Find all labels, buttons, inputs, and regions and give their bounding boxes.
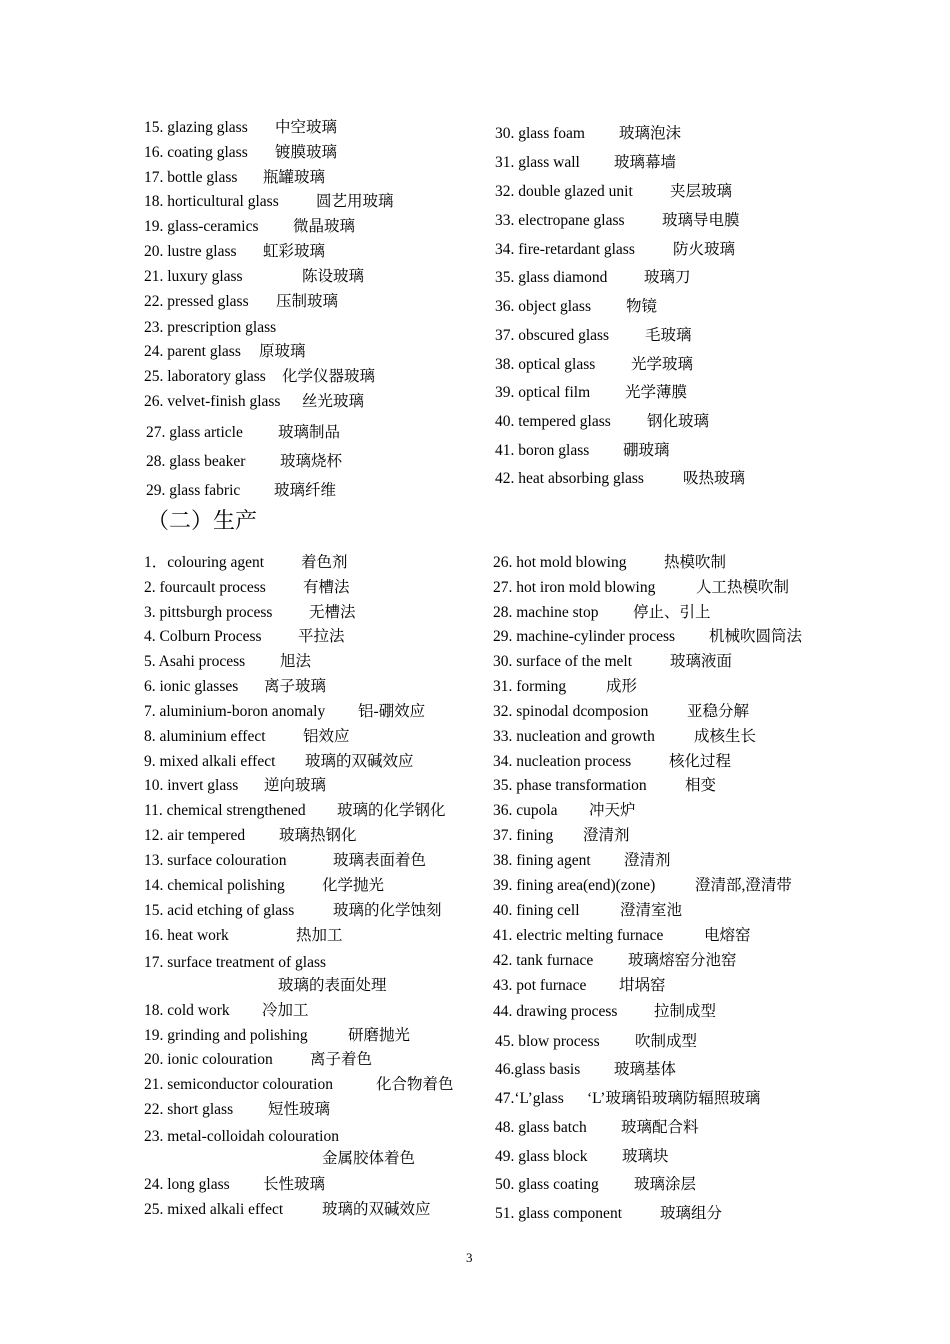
term-english: 34. nucleation process (493, 753, 632, 770)
term-chinese: 玻璃的双碱效应 (322, 1201, 431, 1218)
term-chinese: 短性玻璃 (268, 1101, 331, 1118)
term-entry (144, 652, 312, 672)
term-chinese: 玻璃涂层 (634, 1176, 697, 1193)
term-entry (493, 627, 803, 647)
term-entry (495, 153, 677, 173)
term-chinese: 电熔窑 (704, 927, 751, 944)
term-chinese: 亚稳分解 (687, 703, 750, 720)
term-english: 6. ionic glasses (144, 678, 239, 695)
term-english: 35. phase transformation (493, 777, 647, 794)
term-chinese: 冲天炉 (589, 802, 636, 819)
term-chinese: 成核生长 (694, 728, 757, 745)
term-english: 19. grinding and polishing (144, 1027, 308, 1044)
term-chinese: 玻璃烧杯 (280, 453, 343, 470)
term-english: 42. heat absorbing glass (495, 470, 644, 487)
term-chinese: 玻璃基体 (614, 1061, 677, 1078)
term-english: 40. fining cell (493, 902, 580, 919)
term-english: 33. nucleation and growth (493, 728, 655, 745)
term-entry (144, 192, 394, 212)
term-entry (144, 776, 327, 796)
term-chinese: 玻璃导电膜 (662, 212, 740, 229)
term-entry (144, 217, 356, 237)
term-english: 38. fining agent (493, 852, 591, 869)
term-english: 15. acid etching of glass (144, 902, 295, 919)
term-chinese: 光学薄膜 (625, 384, 688, 401)
term-english: 17. bottle glass (144, 169, 238, 186)
term-chinese: 吹制成型 (635, 1033, 698, 1050)
term-chinese: 着色剂 (301, 554, 348, 571)
term-chinese: 澄清剂 (624, 852, 671, 869)
term-chinese: 停止、引上 (633, 604, 711, 621)
term-english: 8. aluminium effect (144, 728, 266, 745)
term-entry (495, 297, 658, 317)
term-entry (495, 1089, 761, 1109)
term-entry (495, 1060, 677, 1080)
term-entry (146, 452, 343, 472)
term-chinese-continued: 金属胶体着色 (322, 1150, 416, 1167)
term-entry (144, 367, 376, 387)
term-english: 51. glass component (495, 1205, 622, 1222)
term-english: 16. heat work (144, 927, 229, 944)
term-english: 11. chemical strengthened (144, 802, 306, 819)
term-english: 10. invert glass (144, 777, 239, 794)
term-chinese: 澄清剂 (583, 827, 630, 844)
term-english: 1．colouring agent (144, 554, 265, 571)
term-entry (144, 627, 345, 647)
term-entry (495, 1175, 697, 1195)
term-entry (144, 118, 338, 138)
term-entry (144, 1050, 373, 1070)
term-entry (144, 851, 427, 871)
term-english: 44. drawing process (493, 1003, 618, 1020)
term-entry (495, 1118, 699, 1138)
term-english: 36. cupola (493, 802, 558, 819)
term-chinese: 玻璃的化学蚀刻 (333, 902, 442, 919)
term-entry (493, 1002, 717, 1022)
term-entry (144, 677, 327, 697)
term-english: 7. aluminium-boron anomaly (144, 703, 326, 720)
term-english: 30. glass foam (495, 125, 585, 142)
term-entry (144, 342, 306, 362)
term-chinese: 核化过程 (669, 753, 732, 770)
term-chinese: 有槽法 (303, 579, 350, 596)
term-chinese: 钢化玻璃 (647, 413, 710, 430)
term-entry (493, 826, 630, 846)
term-english: 30. surface of the melt (493, 653, 633, 670)
term-english: 25. mixed alkali effect (144, 1201, 284, 1218)
term-chinese: 坩埚窑 (619, 977, 666, 994)
term-chinese: 相变 (685, 777, 717, 794)
term-entry (144, 1001, 309, 1021)
term-chinese: 玻璃液面 (670, 653, 733, 670)
term-english: 27. hot iron mold blowing (493, 579, 656, 596)
term-chinese: 长性玻璃 (263, 1176, 326, 1193)
term-english: 31. forming (493, 678, 567, 695)
term-chinese: 玻璃泡沫 (619, 125, 682, 142)
term-english: 38. optical glass (495, 356, 596, 373)
term-english: 42. tank furnace (493, 952, 594, 969)
term-chinese: 玻璃表面着色 (333, 852, 427, 869)
term-entry (144, 1127, 339, 1147)
term-entry (495, 1032, 698, 1052)
term-entry (493, 652, 733, 672)
term-entry (144, 292, 339, 312)
term-entry (495, 1204, 723, 1224)
term-entry (495, 182, 733, 202)
term-entry (144, 553, 348, 573)
term-english: 18. horticultural glass (144, 193, 279, 210)
term-english: 47.‘L’glass (495, 1090, 564, 1107)
term-entry (144, 702, 426, 722)
term-entry (493, 603, 711, 623)
term-chinese: 毛玻璃 (645, 327, 692, 344)
term-english: 21. luxury glass (144, 268, 243, 285)
term-english: 2. fourcault process (144, 579, 266, 596)
term-english: 49. glass block (495, 1148, 588, 1165)
term-english: 4. Colburn Process (144, 628, 262, 645)
term-english: 25. laboratory glass (144, 368, 266, 385)
term-chinese: 物镜 (626, 298, 658, 315)
term-english: 37. obscured glass (495, 327, 610, 344)
term-entry (144, 926, 343, 946)
term-english: 50. glass coating (495, 1176, 599, 1193)
term-entry (144, 242, 326, 262)
term-chinese: 澄清室池 (620, 902, 683, 919)
term-entry (495, 1147, 669, 1167)
term-chinese: 玻璃块 (622, 1148, 669, 1165)
term-english: 43. pot furnace (493, 977, 587, 994)
term-entry (144, 168, 326, 188)
term-chinese: 热加工 (296, 927, 343, 944)
section-heading: （二）生产 (147, 508, 258, 533)
term-entry (495, 240, 736, 260)
term-english: 45. blow process (495, 1033, 600, 1050)
term-english: 33. electropane glass (495, 212, 625, 229)
term-chinese: 玻璃的化学钢化 (337, 802, 446, 819)
term-english: 28. glass beaker (146, 453, 246, 470)
term-chinese: 玻璃配合料 (621, 1119, 699, 1136)
term-chinese: 玻璃刀 (644, 269, 691, 286)
term-chinese: 成形 (606, 678, 638, 695)
term-chinese: 圆艺用玻璃 (316, 193, 394, 210)
term-entry (493, 553, 727, 573)
term-entry (495, 355, 694, 375)
term-english: 9. mixed alkali effect (144, 753, 276, 770)
term-entry (495, 124, 682, 144)
term-chinese: 玻璃热钢化 (279, 827, 357, 844)
term-entry (493, 727, 757, 747)
term-english: 14. chemical polishing (144, 877, 285, 894)
term-english: 32. spinodal dcomposion (493, 703, 649, 720)
term-chinese: 吸热玻璃 (683, 470, 746, 487)
term-chinese: 旭法 (280, 653, 312, 670)
term-entry (144, 267, 365, 287)
term-chinese: 防火玻璃 (673, 241, 736, 258)
term-entry (144, 1175, 326, 1195)
term-english: 3. pittsburgh process (144, 604, 273, 621)
term-entry (144, 953, 326, 973)
term-chinese: 虹彩玻璃 (263, 243, 326, 260)
term-entry (144, 801, 446, 821)
term-chinese: 瓶罐玻璃 (263, 169, 326, 186)
term-chinese: 铝-硼效应 (358, 703, 426, 720)
term-entry (493, 702, 750, 722)
term-english: 15. glazing glass (144, 119, 248, 136)
term-english: 46.glass basis (495, 1061, 581, 1078)
term-chinese: 化合物着色 (376, 1076, 454, 1093)
term-english: 26. hot mold blowing (493, 554, 627, 571)
term-chinese: 硼玻璃 (623, 442, 670, 459)
term-entry (144, 392, 365, 412)
term-entry (144, 727, 350, 747)
term-entry (493, 677, 638, 697)
term-entry (144, 876, 385, 896)
term-chinese: 玻璃幕墙 (614, 154, 677, 171)
term-english: 29. machine-cylinder process (493, 628, 676, 645)
page-number: 3 (466, 1250, 473, 1265)
term-entry (144, 1200, 431, 1220)
term-english: 31. glass wall (495, 154, 580, 171)
term-english: 40. tempered glass (495, 413, 611, 430)
term-chinese: 夹层玻璃 (670, 183, 733, 200)
term-chinese: 铝效应 (303, 728, 350, 745)
term-entry (495, 383, 688, 403)
term-english: 39. optical film (495, 384, 591, 401)
term-chinese: 压制玻璃 (276, 293, 339, 310)
term-english: 26. velvet-finish glass (144, 393, 281, 410)
term-entry (493, 901, 683, 921)
term-entry (493, 801, 636, 821)
term-entry (144, 901, 442, 921)
term-english: 41. electric melting furnace (493, 927, 664, 944)
term-chinese: 微晶玻璃 (293, 218, 356, 235)
term-entry (493, 752, 732, 772)
term-chinese: 澄清部,澄清带 (695, 877, 792, 894)
term-chinese: 离子玻璃 (264, 678, 327, 695)
term-english: 17. surface treatment of glass (144, 954, 327, 971)
term-entry (146, 423, 341, 443)
term-chinese: 玻璃制品 (278, 424, 341, 441)
term-english: 37. fining (493, 827, 554, 844)
term-entry (144, 1075, 454, 1095)
term-english: 32. double glazed unit (495, 183, 633, 200)
term-entry (493, 926, 751, 946)
term-english: 12. air tempered (144, 827, 246, 844)
term-chinese: 中空玻璃 (275, 119, 338, 136)
term-chinese: ‘L’玻璃铅玻璃防辐照玻璃 (587, 1090, 761, 1107)
term-english: 22. pressed glass (144, 293, 249, 310)
term-english: 24. parent glass (144, 343, 241, 360)
term-entry (493, 976, 666, 996)
term-english: 28. machine stop (493, 604, 599, 621)
term-entry (493, 578, 790, 598)
term-chinese: 研磨抛光 (348, 1027, 411, 1044)
term-english: 23. prescription glass (144, 319, 277, 336)
term-chinese: 机械吹圆筒法 (709, 628, 803, 645)
term-chinese: 无槽法 (309, 604, 356, 621)
term-english: 36. object glass (495, 298, 591, 315)
term-english: 27. glass article (146, 424, 243, 441)
term-chinese: 逆向玻璃 (264, 777, 327, 794)
term-english: 41. boron glass (495, 442, 590, 459)
term-english: 5. Asahi process (144, 653, 246, 670)
term-entry (493, 851, 671, 871)
term-chinese-continued: 玻璃的表面处理 (278, 977, 387, 994)
term-chinese: 化学抛光 (322, 877, 385, 894)
term-english: 24. long glass (144, 1176, 230, 1193)
term-entry (495, 412, 710, 432)
term-chinese: 玻璃的双碱效应 (305, 753, 414, 770)
term-english: 18. cold work (144, 1002, 230, 1019)
term-chinese: 人工热模吹制 (696, 579, 790, 596)
term-entry (495, 469, 746, 489)
term-english: 13. surface colouration (144, 852, 287, 869)
term-english: 23. metal-colloidah colouration (144, 1128, 339, 1145)
term-entry (144, 1100, 331, 1120)
term-entry (495, 211, 740, 231)
term-entry (495, 268, 691, 288)
term-chinese: 玻璃纤维 (274, 482, 337, 499)
term-chinese: 热模吹制 (664, 554, 727, 571)
term-chinese: 镀膜玻璃 (275, 144, 338, 161)
term-entry (493, 876, 792, 896)
term-chinese: 冷加工 (262, 1002, 309, 1019)
term-chinese: 化学仪器玻璃 (282, 368, 376, 385)
term-english: 22. short glass (144, 1101, 234, 1118)
term-entry (144, 143, 338, 163)
term-english: 20. lustre glass (144, 243, 237, 260)
term-entry (144, 603, 356, 623)
term-chinese: 离子着色 (310, 1051, 373, 1068)
term-chinese: 丝光玻璃 (302, 393, 365, 410)
term-entry (144, 318, 276, 338)
term-entry (495, 326, 692, 346)
term-entry (144, 752, 414, 772)
term-entry (493, 951, 737, 971)
term-entry (495, 441, 670, 461)
term-english: 19. glass-ceramics (144, 218, 259, 235)
term-english: 34. fire-retardant glass (495, 241, 635, 258)
term-english: 20. ionic colouration (144, 1051, 273, 1068)
term-chinese: 光学玻璃 (631, 356, 694, 373)
term-english: 16. coating glass (144, 144, 248, 161)
term-entry (144, 826, 357, 846)
term-english: 35. glass diamond (495, 269, 608, 286)
term-chinese: 陈设玻璃 (302, 268, 365, 285)
term-chinese: 玻璃熔窑分池窑 (628, 952, 737, 969)
term-chinese: 玻璃组分 (660, 1205, 723, 1222)
term-chinese: 原玻璃 (259, 343, 306, 360)
term-chinese: 拉制成型 (654, 1003, 717, 1020)
term-english: 48. glass batch (495, 1119, 587, 1136)
term-entry (144, 1026, 411, 1046)
term-entry (144, 578, 350, 598)
term-entry (493, 776, 717, 796)
term-english: 21. semiconductor colouration (144, 1076, 333, 1093)
term-english: 39. fining area(end)(zone) (493, 877, 656, 894)
term-chinese: 平拉法 (298, 628, 345, 645)
term-english: 29. glass fabric (146, 482, 241, 499)
term-entry (146, 481, 337, 501)
